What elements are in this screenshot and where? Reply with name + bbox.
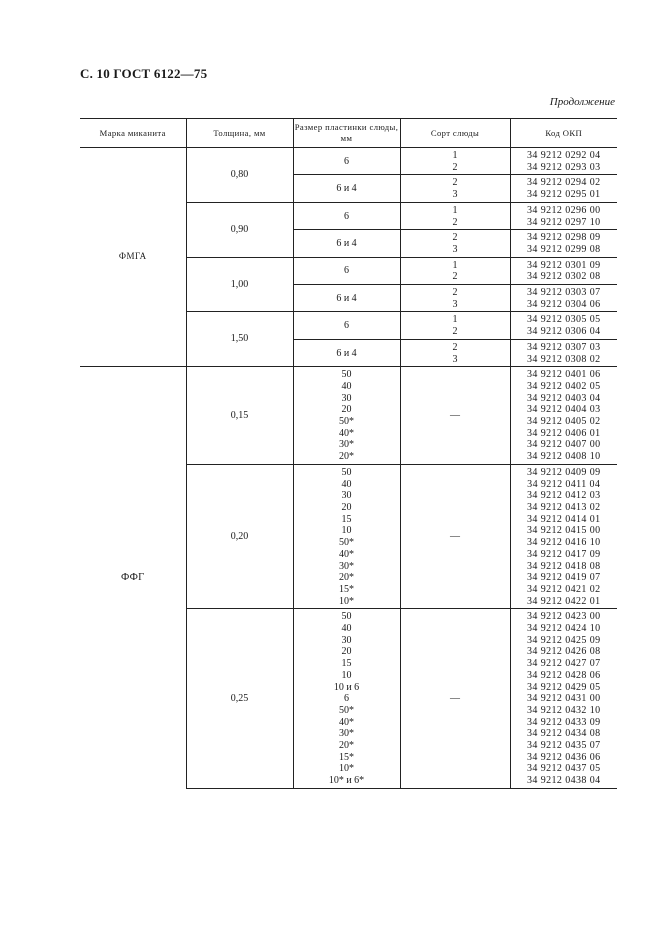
plate-size-cell [293,367,400,465]
thickness-cell: 1,00 [186,257,293,312]
plate-size-value: 10* [339,763,354,775]
col-header-grade: Сорт слюды [400,119,510,148]
okp-code-value: 34 9212 0406 01 [527,427,601,439]
grade-value: 3 [452,243,458,255]
okp-code-value: 34 9212 0402 05 [527,380,601,392]
table-header-row [80,119,617,148]
okp-code-cell [510,285,617,312]
plate-size-value: 30 [341,634,352,646]
plate-size-value: 30* [339,560,354,572]
okp-code-value: 34 9212 0438 04 [527,775,601,787]
okp-code-cell [510,464,617,608]
plate-size-cell: 6 и 4 [293,230,400,257]
plate-size-value: 30* [339,439,354,451]
plate-size-value: 30 [341,490,352,502]
plate-size-value: 10* и 6* [328,775,365,787]
okp-code-value: 34 9212 0436 06 [527,751,601,763]
table-row [80,367,617,465]
okp-code-cell [510,609,617,789]
plate-size-value: 50 [341,466,352,478]
okp-code-value: 34 9212 0437 05 [527,763,601,775]
okp-code-value: 34 9212 0299 08 [527,243,601,255]
plate-size-value: 20* [339,740,354,752]
plate-size-value: 20 [341,501,352,513]
grade-value: 1 [452,150,458,161]
grade-value: 2 [452,232,458,244]
okp-code-value: 34 9212 0432 10 [527,704,601,716]
col-header-plate-size: Размер пластинки слюды, мм [293,119,400,148]
grade-value: 2 [452,216,458,228]
thickness-cell: 0,90 [186,202,293,257]
thickness-cell: 1,50 [186,312,293,367]
okp-code-value: 34 9212 0401 06 [527,369,601,381]
table-row [80,148,617,175]
thickness-cell: 0,80 [186,148,293,203]
okp-code-value: 34 9212 0308 02 [527,353,601,365]
okp-code-value: 34 9212 0414 01 [527,513,601,525]
okp-code-value: 34 9212 0416 10 [527,537,601,549]
mica-mark-cell: ФМГА [80,148,186,367]
plate-size-value: 10* [339,595,354,607]
grade-cell [400,148,510,175]
okp-code-value: 34 9212 0423 00 [527,611,601,623]
okp-code-value: 34 9212 0409 09 [527,466,601,478]
okp-code-value: 34 9212 0421 02 [527,583,601,595]
plate-size-value: 15* [339,751,354,763]
okp-code-cell [510,312,617,339]
okp-code-value: 34 9212 0429 05 [527,681,601,693]
okp-code-value: 34 9212 0411 04 [527,478,601,490]
mica-mark-cell: ФФГ [80,367,186,789]
grade-cell [400,257,510,284]
plate-size-value: 20 [341,646,352,658]
grade-value: 3 [452,189,458,201]
okp-code-cell [510,339,617,366]
okp-code-cell [510,257,617,284]
plate-size-value: 10 и 6 [333,681,360,693]
okp-code-value: 34 9212 0431 00 [527,693,601,705]
okp-code-value: 34 9212 0404 03 [527,404,601,416]
grade-cell [400,285,510,312]
okp-code-value: 34 9212 0433 09 [527,716,601,728]
plate-size-value: 10 [341,669,352,681]
okp-code-value: 34 9212 0296 00 [527,204,601,216]
okp-code-value: 34 9212 0408 10 [527,451,601,463]
grade-cell [400,339,510,366]
okp-code-cell [510,230,617,257]
okp-code-value: 34 9212 0305 05 [527,314,601,326]
okp-code-value: 34 9212 0418 08 [527,560,601,572]
plate-size-value: 20* [339,572,354,584]
grade-cell: — [400,464,510,608]
okp-code-value: 34 9212 0298 09 [527,232,601,244]
plate-size-value: 30* [339,728,354,740]
okp-code-value: 34 9212 0297 10 [527,216,601,228]
plate-size-cell: 6 и 4 [293,339,400,366]
mica-codes-table-wrap [80,118,617,789]
plate-size-cell [293,464,400,608]
grade-value: 2 [452,326,458,338]
okp-code-value: 34 9212 0422 01 [527,595,601,607]
plate-size-cell: 6 и 4 [293,285,400,312]
grade-value: 2 [452,271,458,283]
okp-code-value: 34 9212 0403 04 [527,392,601,404]
okp-code-value: 34 9212 0413 02 [527,501,601,513]
col-header-okp-code: Код ОКП [510,119,617,148]
plate-size-cell: 6 и 4 [293,175,400,202]
plate-size-value: 10 [341,525,352,537]
okp-code-value: 34 9212 0301 09 [527,259,601,271]
plate-size-value: 50* [339,537,354,549]
plate-size-value: 40* [339,716,354,728]
plate-size-value: 20 [341,404,352,416]
okp-code-value: 34 9212 0435 07 [527,740,601,752]
grade-cell: — [400,367,510,465]
grade-value: 1 [452,314,458,326]
mica-codes-table [80,118,617,789]
plate-size-value: 15 [341,513,352,525]
grade-cell [400,202,510,229]
plate-size-value: 50* [339,416,354,428]
plate-size-cell: 6 [293,148,400,175]
plate-size-value: 6 [344,693,349,705]
okp-code-value: 34 9212 0419 07 [527,572,601,584]
col-header-thickness: Толщина, мм [186,119,293,148]
plate-size-cell: 6 [293,312,400,339]
plate-size-value: 50* [339,704,354,716]
okp-code-value: 34 9212 0293 03 [527,161,601,173]
okp-code-value: 34 9212 0426 08 [527,646,601,658]
grade-value: 3 [452,353,458,365]
plate-size-cell [293,609,400,789]
okp-code-value: 34 9212 0427 07 [527,658,601,670]
okp-code-value: 34 9212 0434 08 [527,728,601,740]
grade-value: 2 [452,177,458,189]
grade-cell: — [400,609,510,789]
okp-code-value: 34 9212 0306 04 [527,326,601,338]
plate-size-cell: 6 [293,202,400,229]
okp-code-cell [510,367,617,465]
okp-code-value: 34 9212 0424 10 [527,623,601,635]
plate-size-value: 30 [341,392,352,404]
okp-code-value: 34 9212 0407 00 [527,439,601,451]
grade-value: 2 [452,161,458,173]
plate-size-value: 40 [341,380,352,392]
grade-value: 1 [452,259,458,271]
plate-size-value: 40* [339,427,354,439]
grade-cell [400,312,510,339]
okp-code-value: 34 9212 0425 09 [527,634,601,646]
grade-cell [400,230,510,257]
grade-cell [400,175,510,202]
okp-code-value: 34 9212 0295 01 [527,189,601,201]
grade-value: 2 [452,287,458,299]
okp-code-value: 34 9212 0302 08 [527,271,601,283]
okp-code-cell [510,148,617,175]
plate-size-value: 15 [341,658,352,670]
okp-code-value: 34 9212 0307 03 [527,341,601,353]
thickness-cell: 0,15 [186,367,293,465]
plate-size-value: 20* [339,451,354,463]
okp-code-value: 34 9212 0417 09 [527,548,601,560]
thickness-cell: 0,20 [186,464,293,608]
grade-value: 1 [452,204,458,216]
okp-code-value: 34 9212 0412 03 [527,490,601,502]
okp-code-value: 34 9212 0303 07 [527,287,601,299]
thickness-cell: 0,25 [186,609,293,789]
plate-size-value: 15* [339,583,354,595]
plate-size-value: 40 [341,478,352,490]
grade-value: 3 [452,298,458,310]
continuation-label: Продолжение [549,96,615,108]
okp-code-value: 34 9212 0415 00 [527,525,601,537]
table-body [80,148,617,789]
okp-code-value: 34 9212 0405 02 [527,416,601,428]
col-header-mark: Марка миканита [80,119,186,148]
plate-size-cell: 6 [293,257,400,284]
plate-size-value: 50 [341,611,352,623]
plate-size-value: 40 [341,623,352,635]
okp-code-value: 34 9212 0304 06 [527,298,601,310]
plate-size-value: 40* [339,548,354,560]
plate-size-value: 50 [341,369,352,381]
okp-code-cell [510,202,617,229]
page-header: С. 10 ГОСТ 6122—75 [80,66,208,81]
okp-code-value: 34 9212 0294 02 [527,177,601,189]
okp-code-cell [510,175,617,202]
grade-value: 2 [452,341,458,353]
okp-code-value: 34 9212 0292 04 [527,150,601,161]
okp-code-value: 34 9212 0428 06 [527,669,601,681]
